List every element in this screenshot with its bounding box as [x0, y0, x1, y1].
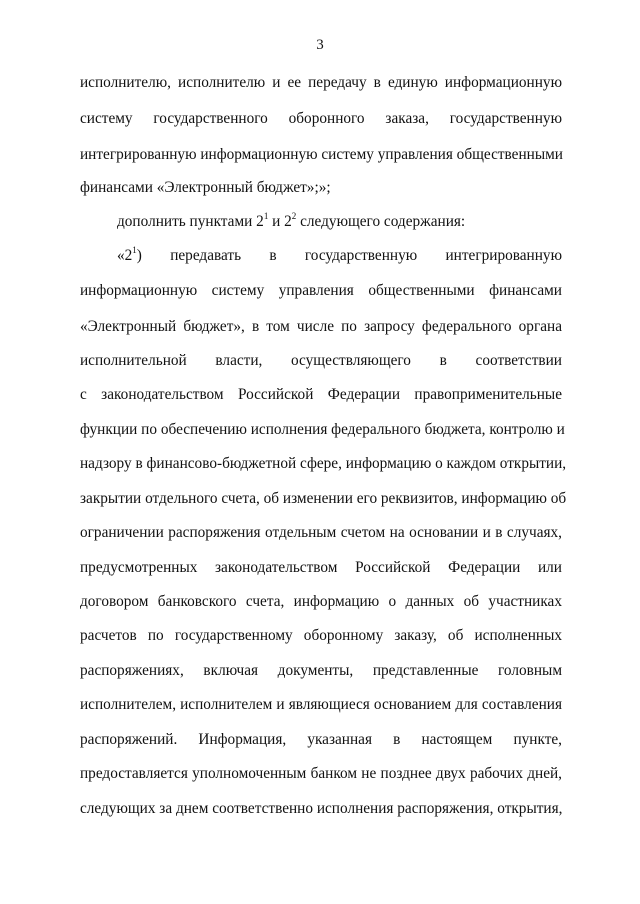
text-line-6: [117, 244, 562, 265]
text-line-5-part-a: дополнить пунктами 2: [117, 213, 264, 230]
text-line-4: финансами «Электронный бюджет»;»;: [80, 179, 331, 196]
text-line-6-part-b: ) передавать в государственную интегрированную: [136, 247, 562, 264]
text-line-9: исполнительной власти, осуществляющего в соответствии: [80, 352, 562, 369]
superscript-2: 2: [291, 210, 297, 221]
text-line-21: предоставляется уполномоченным банком не позднее двух рабочих дней,: [80, 765, 562, 782]
text-line-5-part-c: следующего содержания:: [296, 213, 466, 230]
text-line-2: систему государственного оборонного заказа, государственную: [80, 110, 562, 127]
text-line-22: следующих за днем соответственно исполнения распоряжения, открытия,: [80, 800, 563, 817]
text-line-5: [117, 210, 562, 231]
text-line-20: распоряжений. Информация, указанная в настоящем пункте,: [80, 731, 562, 748]
text-line-11: функции по обеспечению исполнения федерального бюджета, контролю и: [80, 421, 565, 438]
text-line-7: информационную систему управления общественными финансами: [80, 282, 562, 299]
text-line-8: «Электронный бюджет», в том числе по запросу федерального органа: [80, 318, 562, 335]
text-line-12: надзору в финансово-бюджетной сфере, информацию о каждом открытии,: [80, 455, 567, 472]
text-line-3: интегрированную информационную систему управления общественными: [80, 146, 563, 163]
text-line-13: закрытии отдельного счета, об изменении его реквизитов, информацию об: [80, 490, 567, 507]
text-line-1: исполнителю, исполнителю и ее передачу в единую информационную: [80, 74, 562, 91]
text-line-18: распоряжениях, включая документы, представленные головным: [80, 662, 562, 679]
text-line-16: договором банковского счета, информацию о данных об участниках: [80, 593, 562, 610]
superscript-1: 1: [263, 210, 269, 221]
text-line-15: предусмотренных законодательством Российской Федерации или: [80, 559, 562, 576]
text-line-14: ограничении распоряжения отдельным счетом на основании и в случаях,: [80, 524, 562, 541]
page-number: 3: [316, 37, 324, 53]
text-line-5-part-b: и 2: [268, 213, 292, 230]
text-line-17: расчетов по государственному оборонному заказу, об исполненных: [80, 627, 562, 644]
superscript-3: 1: [132, 244, 137, 255]
text-line-6-part-a: «2: [117, 247, 133, 264]
text-line-19: исполнителем, исполнителем и являющиеся основанием для составления: [80, 696, 562, 713]
text-line-10: с законодательством Российской Федерации правоприменительные: [80, 386, 562, 403]
